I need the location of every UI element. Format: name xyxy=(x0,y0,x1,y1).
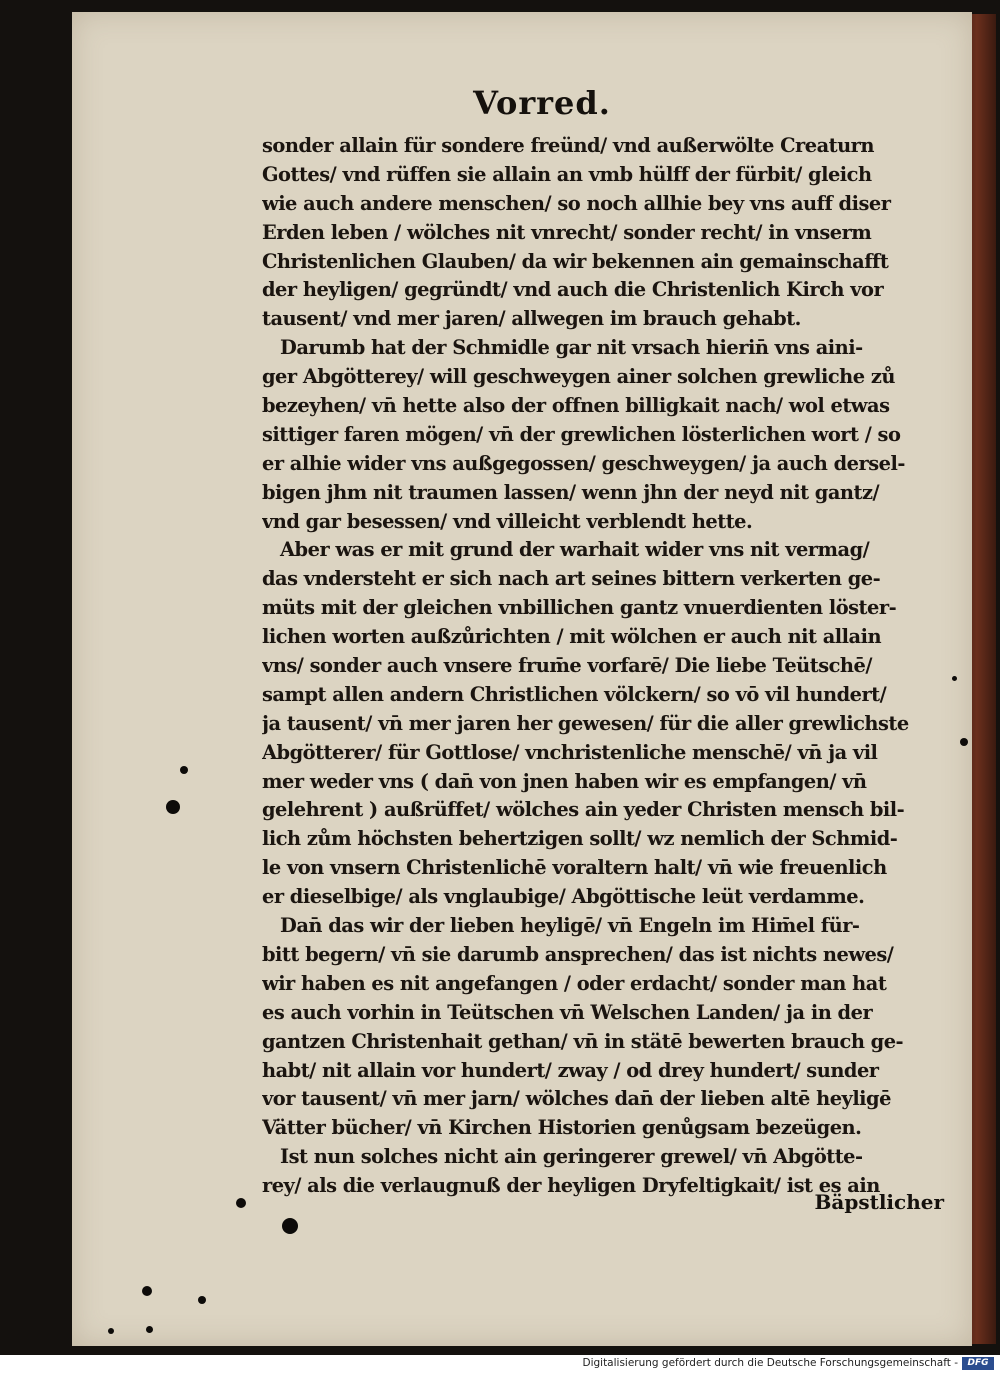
text-line: gantzen Christenhait gethan/ vn̄ in stätē bewerten brauch ge- xyxy=(262,1029,904,1053)
text-line: Ist nun solches nicht ain geringerer grewel/ vn̄ Abgötte- xyxy=(280,1145,863,1169)
text-line: bitt begern/ vn̄ sie darumb ansprechen/ das ist nichts newes/ xyxy=(262,942,894,966)
text-line: er alhie wider vns außgegossen/ geschweygen/ ja auch dersel- xyxy=(262,451,905,475)
ink-spot xyxy=(198,1296,206,1304)
ink-spot xyxy=(952,676,957,681)
ink-spot xyxy=(180,766,188,774)
funding-credit: Digitalisierung gefördert durch die Deutsche Forschungsgemeinschaft - xyxy=(582,1357,958,1369)
ink-spot xyxy=(108,1328,114,1334)
text-line: ja tausent/ vn̄ mer jaren her gewesen/ für die aller grewlichste xyxy=(262,711,909,735)
text-line: bigen jhm nit traumen lassen/ wenn jhn der neyd nit gantz/ xyxy=(262,480,880,504)
ink-spot xyxy=(146,1326,153,1333)
body-text xyxy=(262,132,952,1201)
text-line: vns/ sonder auch vnsere frum̄e vorfarē/ Die liebe Teütschē/ xyxy=(262,654,872,678)
text-line: wie auch andere menschen/ so noch allhie bey vns auff diser xyxy=(262,191,891,215)
text-line: ger Abgötterey/ will geschweygen ainer solchen grewliche zů xyxy=(262,365,895,389)
text-line: er dieselbige/ als vnglaubige/ Abgöttische leüt verdamme. xyxy=(262,885,865,909)
footer-bar xyxy=(0,1355,1000,1373)
dfg-logo: DFG xyxy=(962,1357,994,1370)
ink-spot xyxy=(142,1286,152,1296)
ink-spot xyxy=(166,800,180,814)
text-line: gelehrent ) außrüffet/ wölches ain yeder Christen mensch bil- xyxy=(262,798,905,822)
text-line: lich zům höchsten behertzigen sollt/ wz nemlich der Schmid- xyxy=(262,827,898,851)
text-line: das vndersteht er sich nach art seines bittern verkerten ge- xyxy=(262,567,881,591)
text-line: sittiger faren mögen/ vn̄ der grewlichen lösterlichen wort / so xyxy=(262,422,901,446)
text-line: Dan̄ das wir der lieben heyligē/ vn̄ Engeln im Him̄el für- xyxy=(280,914,860,938)
text-line: es auch vorhin in Teütschen vn̄ Welschen Landen/ ja in der xyxy=(262,1000,873,1024)
text-line: bezeyhen/ vn̄ hette also der offnen billigkait nach/ wol etwas xyxy=(262,394,890,418)
text-line: habt/ nit allain vor hundert/ zway / od drey hundert/ sunder xyxy=(262,1058,879,1082)
running-head: Vorred. xyxy=(473,84,611,122)
text-line: Gottes/ vnd rüffen sie allain an vmb hülff der fürbit/ gleich xyxy=(262,162,872,186)
text-line: der heyligen/ gegründt/ vnd auch die Christenlich Kirch vor xyxy=(262,278,884,302)
catchword: Bäpstlicher xyxy=(814,1190,944,1214)
text-line: wir haben es nit angefangen / oder erdacht/ sonder man hat xyxy=(262,971,887,995)
text-line: vnd gar besessen/ vnd villeicht verblendt hette. xyxy=(262,509,753,533)
text-line: Abgötterer/ für Gottlose/ vnchristenliche menschē/ vn̄ ja vil xyxy=(262,740,878,764)
text-line: Vätter bücher/ vn̄ Kirchen Historien genůgsam bezeügen. xyxy=(262,1116,862,1140)
document-page xyxy=(72,12,972,1346)
text-line: rey/ als die verlaugnuß der heyligen Dryfeltigkait/ ist es ain xyxy=(262,1174,880,1198)
text-line: mer weder vns ( dan̄ von jnen haben wir es empfangen/ vn̄ xyxy=(262,769,867,793)
text-line: lichen worten außzůrichten / mit wölchen er auch nit allain xyxy=(262,625,882,649)
text-line: Erden leben / wölches nit vnrecht/ sonder recht/ in vnserm xyxy=(262,220,872,244)
text-line: Darumb hat der Schmidle gar nit vrsach hierin̄ vns aini- xyxy=(280,336,863,360)
text-line: Christenlichen Glauben/ da wir bekennen ain gemainschafft xyxy=(262,249,889,273)
text-line: sonder allain für sondere freünd/ vnd außerwölte Creaturn xyxy=(262,134,874,157)
ink-spot xyxy=(282,1218,298,1234)
text-line: le von vnsern Christenlichē voraltern halt/ vn̄ wie freuenlich xyxy=(262,856,887,880)
text-line: müts mit der gleichen vnbillichen gantz vnuerdienten löster- xyxy=(262,596,897,620)
text-line: vor tausent/ vn̄ mer jarn/ wölches dan̄ der lieben altē heyligē xyxy=(262,1087,891,1111)
text-line: Aber was er mit grund der warhait wider vns nit vermag/ xyxy=(280,538,870,562)
ink-spot xyxy=(960,738,968,746)
text-line: sampt allen andern Christlichen völckern/ so vō vil hundert/ xyxy=(262,682,887,706)
ink-spot xyxy=(236,1198,246,1208)
text-line: tausent/ vnd mer jaren/ allwegen im brauch gehabt. xyxy=(262,307,801,331)
